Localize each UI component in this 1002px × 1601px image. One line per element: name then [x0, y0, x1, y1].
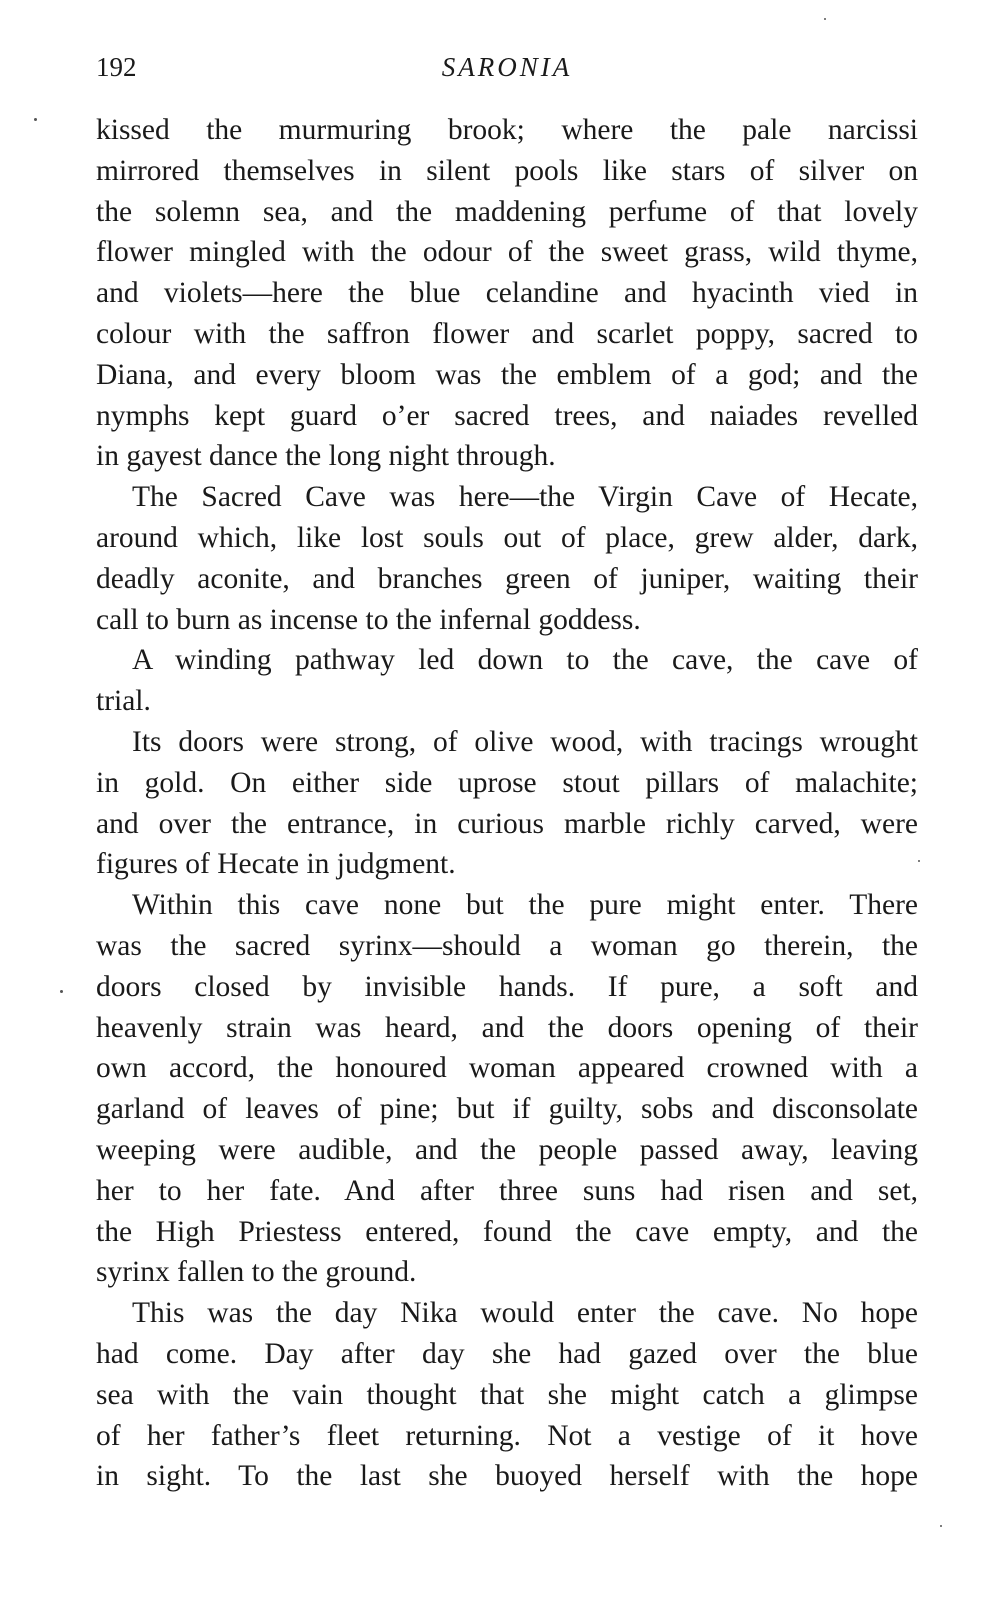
paragraph — [96, 640, 918, 722]
text-line: The Sacred Cave was here—the Virgin Cave of Hecate, — [132, 481, 918, 514]
text-line: and over the entrance, in curious marble richly carved, were — [96, 807, 918, 840]
text-line: This was the day Nika would enter the cave. No hope — [132, 1297, 918, 1330]
paragraph — [96, 1293, 918, 1497]
text-line: kissed the murmuring brook; where the pale narcissi — [96, 114, 918, 146]
text-line: her to her fate. And after three suns had risen and set, — [96, 1174, 918, 1207]
text-line: the solemn sea, and the maddening perfume of that lovely — [96, 195, 918, 228]
page-header — [96, 50, 918, 90]
text-line: in sight. To the last she buoyed herself with the hope — [96, 1460, 918, 1493]
text-line: in gayest dance the long night through. — [96, 440, 556, 473]
text-line: and violets—here the blue celandine and hyacinth vied in — [96, 277, 918, 310]
text-line: sea with the vain thought that she might catch a glimpse — [96, 1378, 918, 1411]
page-number: 192 — [96, 52, 137, 82]
text-line: colour with the saffron flower and scarlet poppy, sacred to — [96, 317, 918, 350]
text-line: Diana, and every bloom was the emblem of a god; and the — [96, 358, 918, 391]
text-line: Within this cave none but the pure might enter. There — [132, 889, 918, 922]
paragraph — [96, 477, 918, 640]
running-title: SARONIA — [441, 52, 573, 82]
text-line: deadly aconite, and branches green of juniper, waiting their — [96, 562, 918, 595]
scan-speck — [918, 860, 920, 862]
body-text — [96, 110, 918, 1497]
scan-speck — [940, 1525, 942, 1527]
text-line: own accord, the honoured woman appeared crowned with a — [96, 1052, 918, 1085]
text-line: garland of leaves of pine; but if guilty, sobs and disconsolate — [96, 1093, 918, 1126]
scan-speck — [60, 990, 63, 993]
paragraph — [96, 722, 918, 885]
text-line: in gold. On either side uprose stout pillars of malachite; — [96, 766, 918, 799]
text-line: Its doors were strong, of olive wood, with tracings wrought — [132, 725, 918, 758]
text-line: around which, like lost souls out of place, grew alder, dark, — [96, 521, 918, 554]
text-line: syrinx fallen to the ground. — [96, 1256, 417, 1289]
text-line: call to burn as incense to the infernal goddess. — [96, 603, 641, 636]
text-line: had come. Day after day she had gazed over the blue — [96, 1337, 918, 1370]
text-line: heavenly strain was heard, and the doors opening of their — [96, 1011, 918, 1044]
text-line: was the sacred syrinx—should a woman go therein, the — [96, 929, 918, 962]
text-line: A winding pathway led down to the cave, the cave of — [132, 644, 918, 677]
scan-speck — [34, 118, 37, 121]
text-line: mirrored themselves in silent pools like stars of silver on — [96, 154, 918, 187]
text-line: the High Priestess entered, found the cave empty, and the — [96, 1215, 918, 1248]
text-line: weeping were audible, and the people passed away, leaving — [96, 1133, 918, 1166]
text-line: figures of Hecate in judgment. — [96, 848, 456, 881]
text-line: doors closed by invisible hands. If pure, a soft and — [96, 970, 918, 1003]
scan-speck — [824, 18, 826, 20]
paragraph — [96, 110, 918, 477]
paragraph — [96, 885, 918, 1293]
text-line: flower mingled with the odour of the sweet grass, wild thyme, — [96, 236, 918, 269]
text-line: of her father’s fleet returning. Not a vestige of it hove — [96, 1419, 918, 1452]
text-line: trial. — [96, 685, 151, 718]
text-line: nymphs kept guard o’er sacred trees, and naiades revelled — [96, 399, 918, 432]
